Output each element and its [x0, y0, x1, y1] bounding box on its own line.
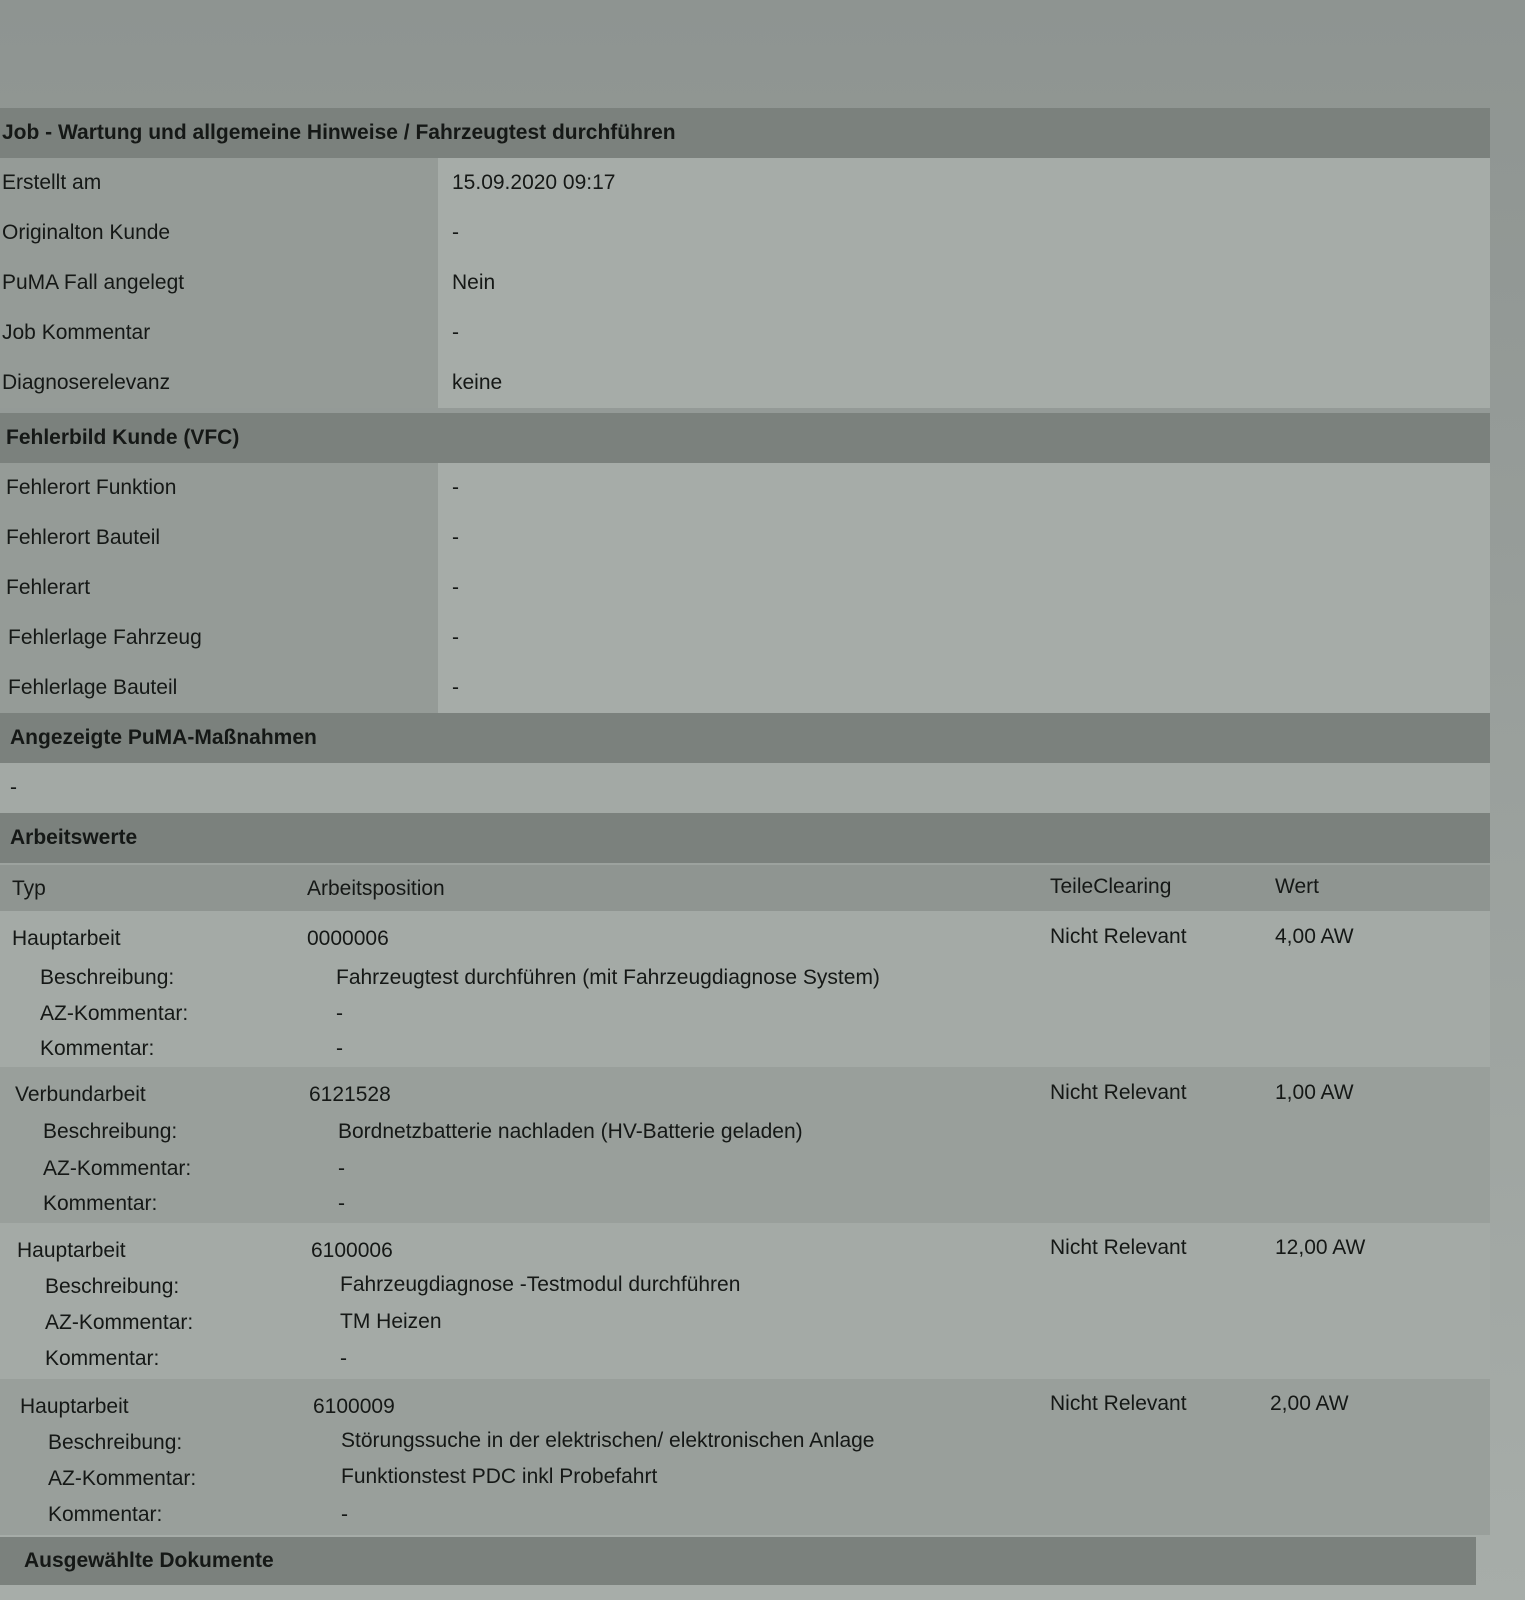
massnahmen-value: - — [0, 763, 1490, 813]
label-az-kommentar: AZ-Kommentar: — [43, 1157, 192, 1180]
field-job-kommentar — [0, 308, 1490, 358]
massnahmen-header — [0, 713, 1490, 763]
dokumente-title: Ausgewählte Dokumente — [24, 1549, 274, 1572]
dokumente-header — [0, 1537, 1476, 1585]
work-wert: 2,00 AW — [1270, 1392, 1349, 1415]
fehlerbild-title: Fehlerbild Kunde (VFC) — [6, 426, 240, 449]
work-item — [0, 1067, 1490, 1223]
field-label: Fehlerort Funktion — [0, 463, 438, 513]
work-az-kommentar: Funktionstest PDC inkl Probefahrt — [341, 1465, 658, 1488]
field-label: Diagnoserelevanz — [0, 358, 438, 408]
job-header — [0, 108, 1490, 158]
column-teileclearing: TeileClearing — [1050, 875, 1172, 898]
field-value: - — [438, 463, 1490, 513]
work-position: 6100009 — [313, 1395, 395, 1418]
work-wert: 4,00 AW — [1275, 925, 1354, 948]
work-typ: Hauptarbeit — [20, 1395, 129, 1418]
work-az-kommentar: TM Heizen — [340, 1310, 442, 1333]
column-typ: Typ — [12, 877, 46, 900]
field-value: Nein — [438, 258, 1490, 308]
work-position: 6121528 — [309, 1083, 391, 1106]
field-fehlerlage-fahrzeug — [0, 613, 1490, 663]
field-value: keine — [438, 358, 1490, 408]
work-item — [0, 1223, 1490, 1379]
label-az-kommentar: AZ-Kommentar: — [40, 1002, 189, 1025]
work-kommentar: - — [336, 1037, 343, 1060]
work-wert: 12,00 AW — [1275, 1236, 1366, 1259]
field-label: PuMA Fall angelegt — [0, 258, 438, 308]
field-value: - — [438, 613, 1490, 663]
field-puma-fall — [0, 258, 1490, 308]
label-kommentar: Kommentar: — [48, 1503, 163, 1526]
work-typ: Hauptarbeit — [17, 1239, 126, 1262]
label-kommentar: Kommentar: — [43, 1192, 158, 1215]
work-beschreibung: Bordnetzbatterie nachladen (HV-Batterie geladen) — [338, 1120, 803, 1143]
work-beschreibung: Störungssuche in der elektrischen/ elektronischen Anlage — [341, 1429, 875, 1452]
label-az-kommentar: AZ-Kommentar: — [48, 1467, 197, 1490]
label-kommentar: Kommentar: — [40, 1037, 155, 1060]
field-value: - — [438, 208, 1490, 258]
work-clearing: Nicht Relevant — [1050, 925, 1187, 948]
work-beschreibung: Fahrzeugtest durchführen (mit Fahrzeugdiagnose System) — [336, 966, 880, 989]
field-erstellt-am — [0, 158, 1490, 208]
work-az-kommentar: - — [338, 1157, 345, 1180]
work-position: 0000006 — [307, 927, 389, 950]
work-clearing: Nicht Relevant — [1050, 1081, 1187, 1104]
field-label: Originalton Kunde — [0, 208, 438, 258]
field-label: Fehlerart — [0, 563, 438, 613]
field-label: Fehlerlage Fahrzeug — [0, 613, 438, 663]
field-fehlerort-bauteil — [0, 513, 1490, 563]
work-item — [0, 1379, 1490, 1535]
field-label: Job Kommentar — [0, 308, 438, 358]
work-clearing: Nicht Relevant — [1050, 1392, 1187, 1415]
label-kommentar: Kommentar: — [45, 1347, 160, 1370]
label-az-kommentar: AZ-Kommentar: — [45, 1311, 194, 1334]
work-wert: 1,00 AW — [1275, 1081, 1354, 1104]
field-fehlerart — [0, 563, 1490, 613]
work-position: 6100006 — [311, 1239, 393, 1262]
work-clearing: Nicht Relevant — [1050, 1236, 1187, 1259]
field-value: - — [438, 663, 1490, 713]
label-beschreibung: Beschreibung: — [48, 1431, 183, 1454]
field-value: 15.09.2020 09:17 — [438, 158, 1490, 208]
column-wert: Wert — [1275, 875, 1319, 898]
label-beschreibung: Beschreibung: — [40, 966, 175, 989]
field-value: - — [438, 563, 1490, 613]
fehlerbild-header — [0, 413, 1490, 463]
job-title: Job - Wartung und allgemeine Hinweise / Fahrzeugtest durchführen — [2, 121, 676, 144]
field-label: Fehlerlage Bauteil — [0, 663, 438, 713]
field-label: Fehlerort Bauteil — [0, 513, 438, 563]
work-kommentar: - — [338, 1192, 345, 1215]
arbeitswerte-column-header — [0, 865, 1490, 911]
field-diagnoserelevanz — [0, 358, 1490, 408]
field-originalton-kunde — [0, 208, 1490, 258]
field-value: - — [438, 513, 1490, 563]
label-beschreibung: Beschreibung: — [45, 1275, 180, 1298]
arbeitswerte-title: Arbeitswerte — [10, 826, 138, 849]
work-kommentar: - — [340, 1347, 347, 1370]
work-typ: Verbundarbeit — [15, 1083, 146, 1106]
field-label: Erstellt am — [0, 158, 438, 208]
work-beschreibung: Fahrzeugdiagnose -Testmodul durchführen — [340, 1273, 741, 1296]
work-typ: Hauptarbeit — [12, 927, 121, 950]
column-arbeitsposition: Arbeitsposition — [307, 877, 445, 900]
massnahmen-title: Angezeigte PuMA-Maßnahmen — [10, 726, 317, 749]
arbeitswerte-header — [0, 813, 1490, 863]
field-fehlerlage-bauteil — [0, 663, 1490, 713]
field-value: - — [438, 308, 1490, 358]
label-beschreibung: Beschreibung: — [43, 1120, 178, 1143]
work-kommentar: - — [341, 1503, 348, 1526]
work-item — [0, 911, 1490, 1067]
work-az-kommentar: - — [336, 1002, 343, 1025]
field-fehlerort-funktion — [0, 463, 1490, 513]
